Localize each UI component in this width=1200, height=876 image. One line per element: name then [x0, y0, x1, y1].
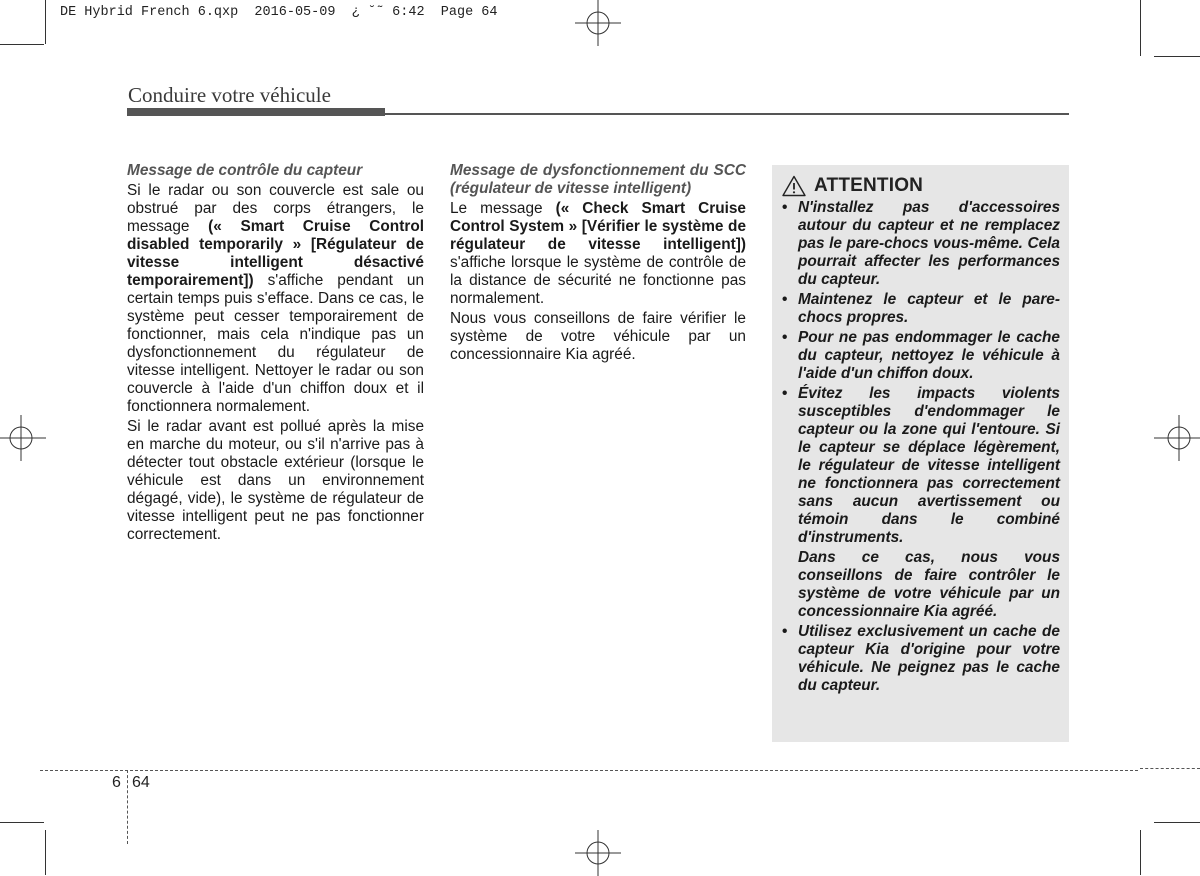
attention-header	[782, 175, 923, 197]
list-item	[782, 385, 1060, 621]
crop-mark	[1140, 830, 1141, 875]
list-item: • Pour ne pas endommager le cache du capteur, nettoyez le véhicule à l'aide d'un chiffon doux.	[782, 329, 1060, 383]
column-heading: Message de contrôle du capteur	[127, 162, 363, 179]
display-message: (« Check Smart Cruise Control System » [Vérifier le système de régulateur de vitesse intelligent])	[450, 200, 746, 253]
crop-mark	[1154, 822, 1200, 823]
crop-mark	[45, 830, 46, 875]
print-slug: DE Hybrid French 6.qxp 2016-05-09 ¿ ˘˜ 6:42 Page 64	[60, 5, 498, 20]
paragraph: Nous vous conseillons de faire vérifier le système de votre véhicule par un concessionnaire Kia agréé.	[450, 310, 746, 363]
attention-box	[772, 165, 1069, 742]
crop-mark	[45, 0, 46, 44]
registration-mark-icon	[0, 415, 46, 461]
crop-mark	[1154, 56, 1200, 57]
page-number: 64	[132, 774, 150, 791]
crop-mark	[0, 44, 44, 45]
crop-mark	[1140, 0, 1141, 56]
column-heading: Message de dysfonctionnement du SCC (régulateur de vitesse intelligent)	[450, 162, 746, 197]
footer-dashed-divider	[127, 770, 128, 844]
header-rule-thin	[385, 113, 1069, 115]
registration-mark-icon	[575, 830, 621, 876]
column-sensor-control	[127, 162, 424, 546]
registration-mark-icon	[575, 0, 621, 46]
warning-triangle-icon	[782, 175, 806, 197]
paragraph: Si le radar avant est pollué après la mise en marche du moteur, ou s'il n'arrive pas à détecter tout obstacle extérieur (lorsque le véhicule est dans un environnement dégagé, vide), le système de régulateur de vitesse intelligent peut ne pas fonctionner correctement.	[127, 418, 424, 543]
footer-dashed-line	[40, 770, 1138, 771]
chapter-number: 6	[112, 774, 121, 791]
list-item: • Maintenez le capteur et le pare-chocs propres.	[782, 291, 1060, 327]
paragraph	[127, 182, 424, 416]
text: s'affiche pendant un certain temps puis s'efface. Dans ce cas, le système peut cesser temporairement de fonctionner, mais cela n'indique pas un dysfonctionnement du régulateur de vitesse intelligent. Nettoyer le radar ou son couvercle à l'aide d'un chiffon doux et il fonctionnera normalement.	[127, 272, 424, 415]
registration-mark-icon	[1154, 415, 1200, 461]
paragraph	[450, 200, 746, 308]
text: s'affiche lorsque le système de contrôle de la distance de sécurité ne fonctionne pas normalement.	[450, 254, 746, 307]
footer-dashed-line	[1140, 768, 1200, 769]
list-item-text: • Évitez les impacts violents susceptibles d'endommager le capteur ou la zone qui l'entoure. Si le capteur se déplace légèrement, le régulateur de vitesse intelligent ne fonctionnera pas correctement sans aucun avertissement ou témoin dans le combiné d'instruments.	[798, 385, 1060, 546]
text: Le message	[450, 200, 556, 217]
section-title: Conduire votre véhicule	[128, 83, 331, 107]
attention-title: ATTENTION	[814, 175, 924, 196]
list-item: • Utilisez exclusivement un cache de capteur Kia d'origine pour votre véhicule. Ne peignez pas le cache du capteur.	[782, 623, 1060, 695]
column-malfunction	[450, 162, 746, 366]
list-item: • N'installez pas d'accessoires autour du capteur et ne remplacez pas le pare-chocs vous-même. Cela pourrait affecter les performances du capteur.	[782, 199, 1060, 289]
header-rule-thick	[127, 108, 385, 116]
list-item-text: Dans ce cas, nous vous conseillons de faire contrôler le système de votre véhicule par un concessionnaire Kia agréé.	[798, 549, 1060, 620]
crop-mark	[0, 822, 44, 823]
attention-list	[782, 199, 1060, 697]
display-message: (« Smart Cruise Control disabled temporarily » [Régulateur de vitesse intelligent désactivé temporairement])	[127, 218, 424, 289]
text: Si le radar ou son couvercle est sale ou obstrué par des corps étrangers, le message	[127, 182, 424, 235]
